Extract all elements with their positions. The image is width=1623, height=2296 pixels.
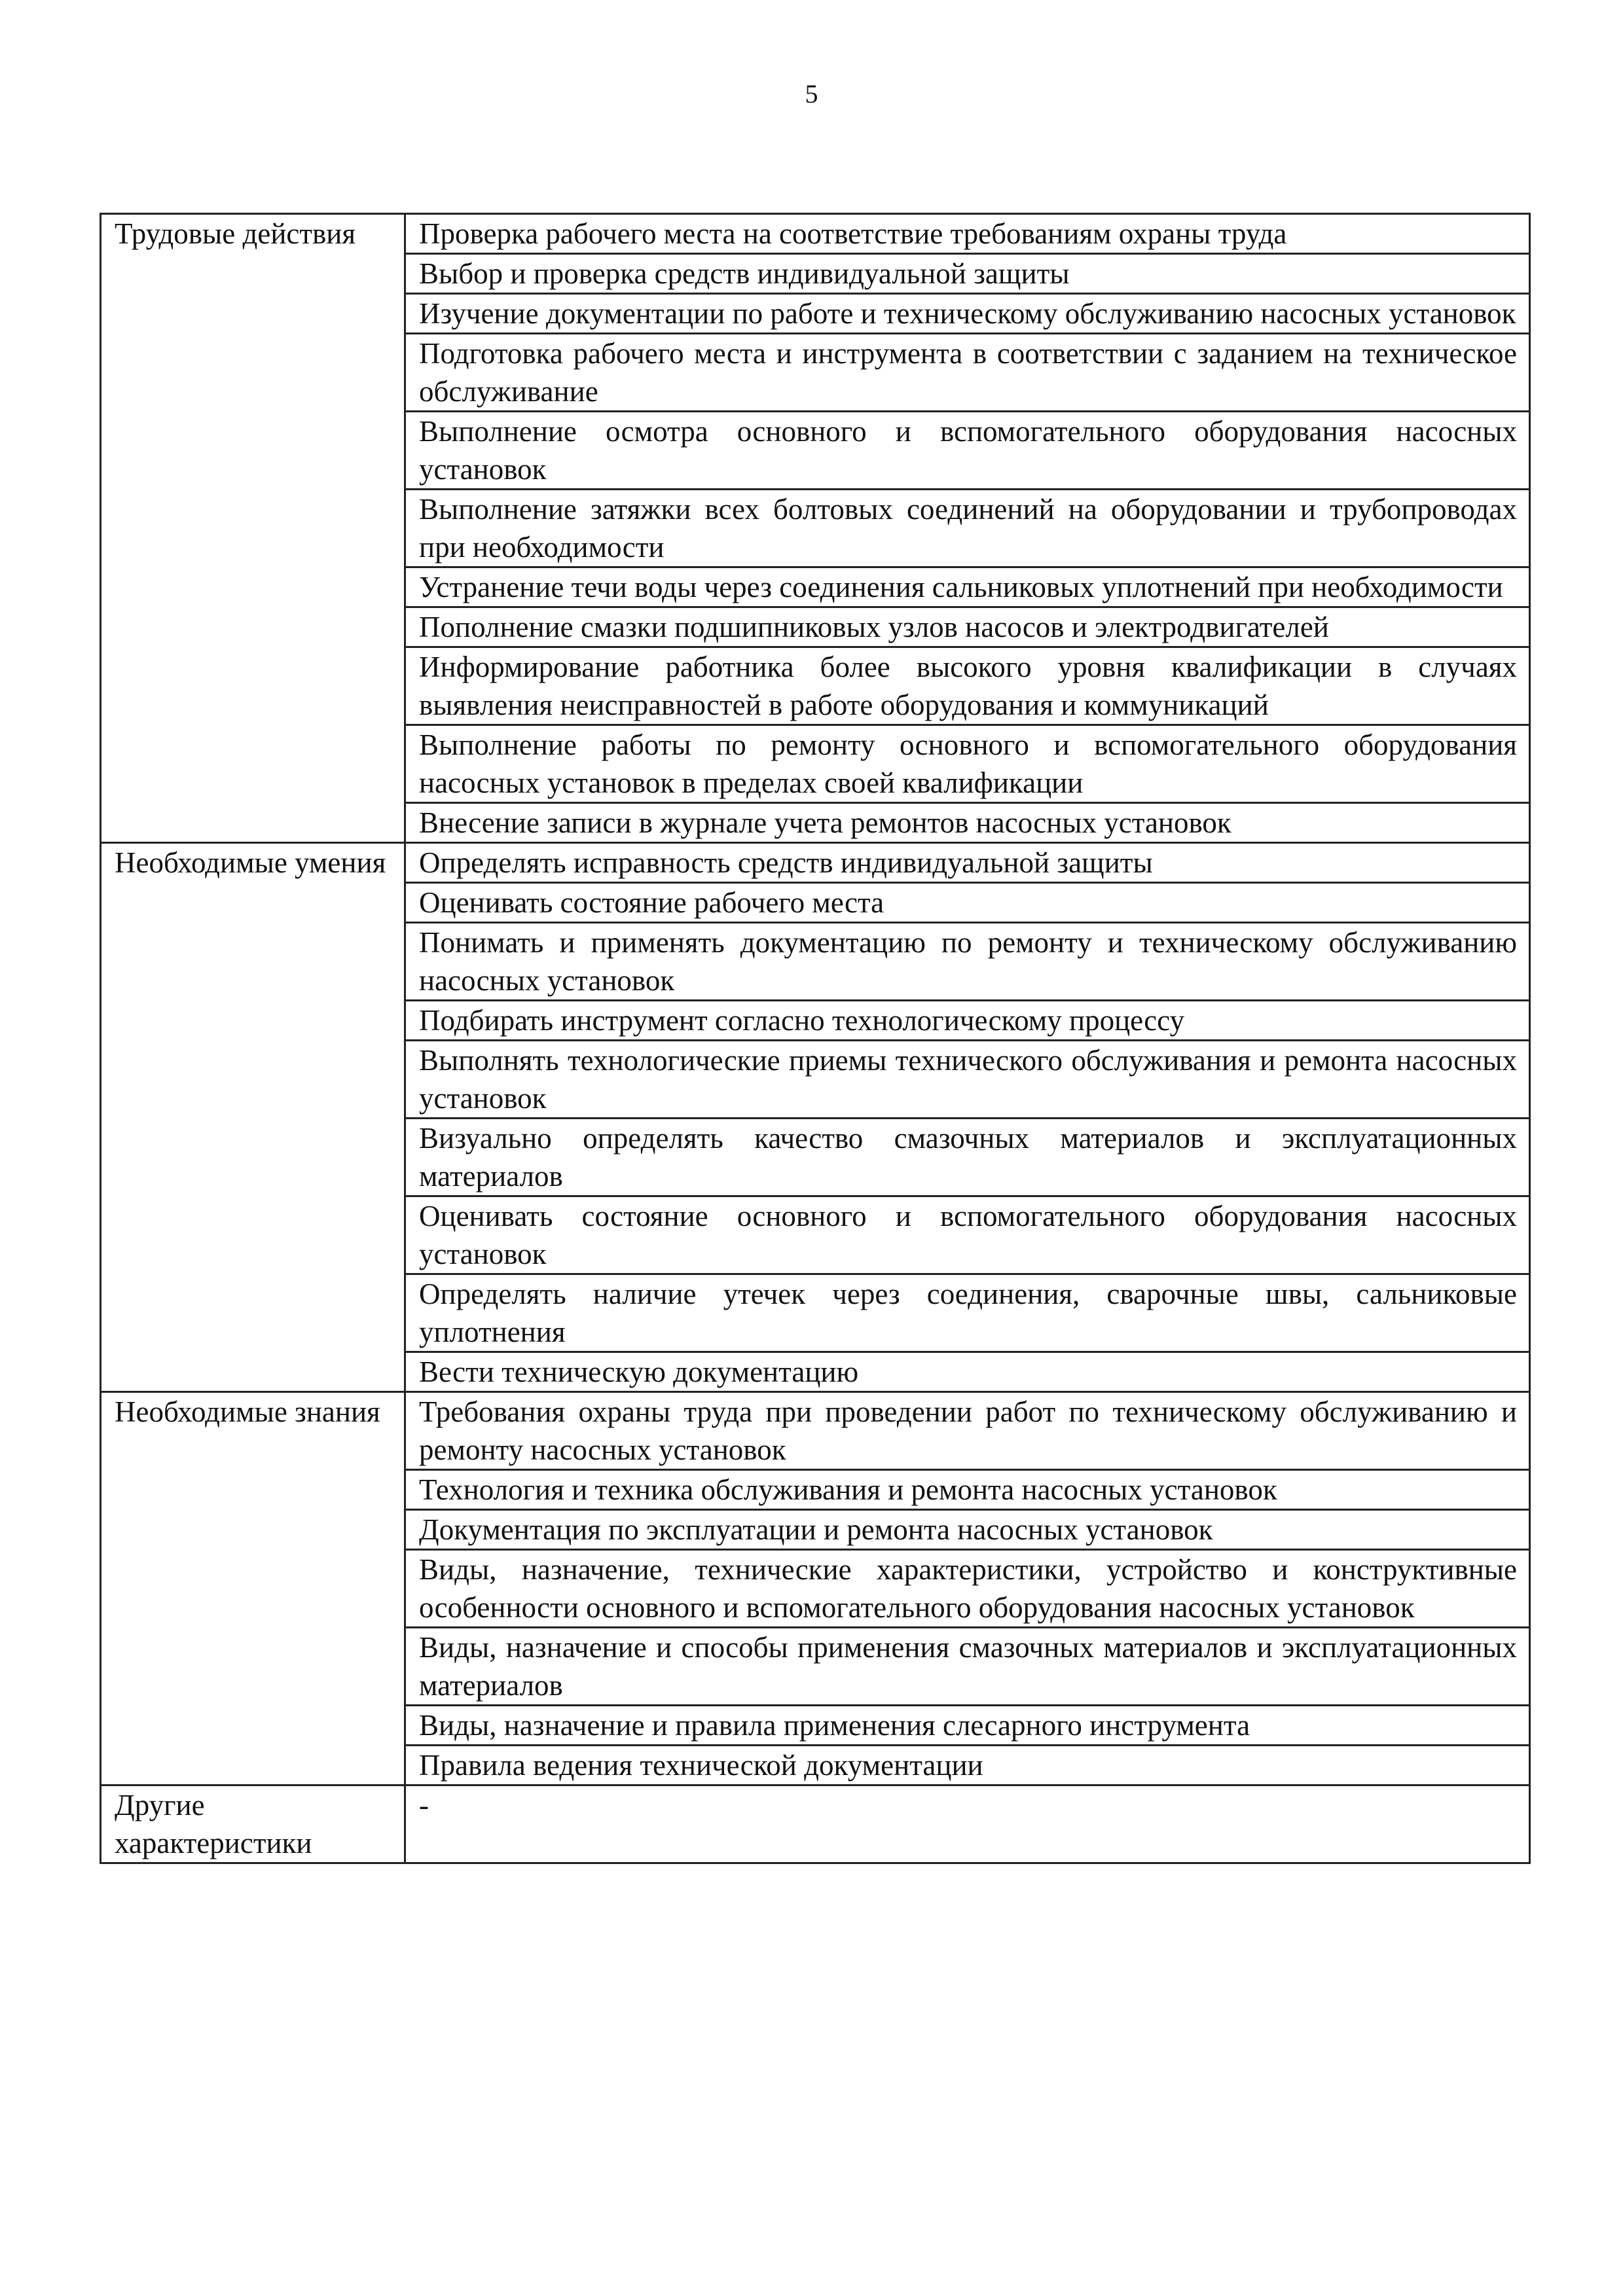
table-row [101, 1392, 1530, 1470]
section-title-labor-actions: Трудовые действия [101, 214, 405, 843]
section-title-other-characteristics: Другие характеристики [101, 1785, 405, 1863]
page-number: 5 [805, 79, 818, 109]
list-item: Выполнение затяжки всех болтовых соединений на оборудовании и трубопроводах при необходимости [405, 490, 1530, 567]
list-item: Проверка рабочего места на соответствие требованиям охраны труда [405, 214, 1530, 254]
qualification-table [100, 213, 1531, 1864]
list-item: Выбор и проверка средств индивидуальной защиты [405, 254, 1530, 294]
list-item: Вести техническую документацию [405, 1352, 1530, 1392]
list-item: Определять исправность средств индивидуальной защиты [405, 843, 1530, 883]
list-item: Документация по эксплуатации и ремонта насосных установок [405, 1510, 1530, 1550]
list-item: Виды, назначение и способы применения смазочных материалов и эксплуатационных материалов [405, 1628, 1530, 1706]
list-item: Определять наличие утечек через соединения, сварочные швы, сальниковые уплотнения [405, 1274, 1530, 1352]
table-row [101, 1785, 1530, 1863]
list-item: Выполнять технологические приемы технического обслуживания и ремонта насосных установок [405, 1041, 1530, 1119]
list-item: Выполнение осмотра основного и вспомогательного оборудования насосных установок [405, 412, 1530, 490]
list-item: Информирование работника более высокого уровня квалификации в случаях выявления неисправностей в работе оборудования и коммуникаций [405, 647, 1530, 725]
list-item: - [405, 1785, 1530, 1863]
list-item: Оценивать состояние основного и вспомогательного оборудования насосных установок [405, 1196, 1530, 1274]
list-item: Виды, назначение и правила применения слесарного инструмента [405, 1706, 1530, 1746]
table-row [101, 214, 1530, 254]
table-row [101, 843, 1530, 883]
list-item: Технология и техника обслуживания и ремонта насосных установок [405, 1470, 1530, 1510]
list-item: Визуально определять качество смазочных материалов и эксплуатационных материалов [405, 1119, 1530, 1196]
list-item: Выполнение работы по ремонту основного и вспомогательного оборудования насосных установок в пределах своей квалификации [405, 725, 1530, 803]
list-item: Понимать и применять документацию по ремонту и техническому обслуживанию насосных установок [405, 923, 1530, 1001]
list-item: Внесение записи в журнале учета ремонтов насосных установок [405, 803, 1530, 843]
list-item: Изучение документации по работе и техническому обслуживанию насосных установок [405, 294, 1530, 334]
section-title-required-skills: Необходимые умения [101, 843, 405, 1392]
list-item: Виды, назначение, технические характеристики, устройство и конструктивные особенности основного и вспомогательного оборудования насосных установок [405, 1550, 1530, 1628]
list-item: Требования охраны труда при проведении работ по техническому обслуживанию и ремонту насосных установок [405, 1392, 1530, 1470]
section-title-required-knowledge: Необходимые знания [101, 1392, 405, 1785]
list-item: Правила ведения технической документации [405, 1746, 1530, 1785]
list-item: Устранение течи воды через соединения сальниковых уплотнений при необходимости [405, 567, 1530, 607]
list-item: Подбирать инструмент согласно технологическому процессу [405, 1001, 1530, 1041]
list-item: Оценивать состояние рабочего места [405, 883, 1530, 923]
list-item: Пополнение смазки подшипниковых узлов насосов и электродвигателей [405, 607, 1530, 647]
list-item: Подготовка рабочего места и инструмента в соответствии с заданием на техническое обслуживание [405, 334, 1530, 412]
